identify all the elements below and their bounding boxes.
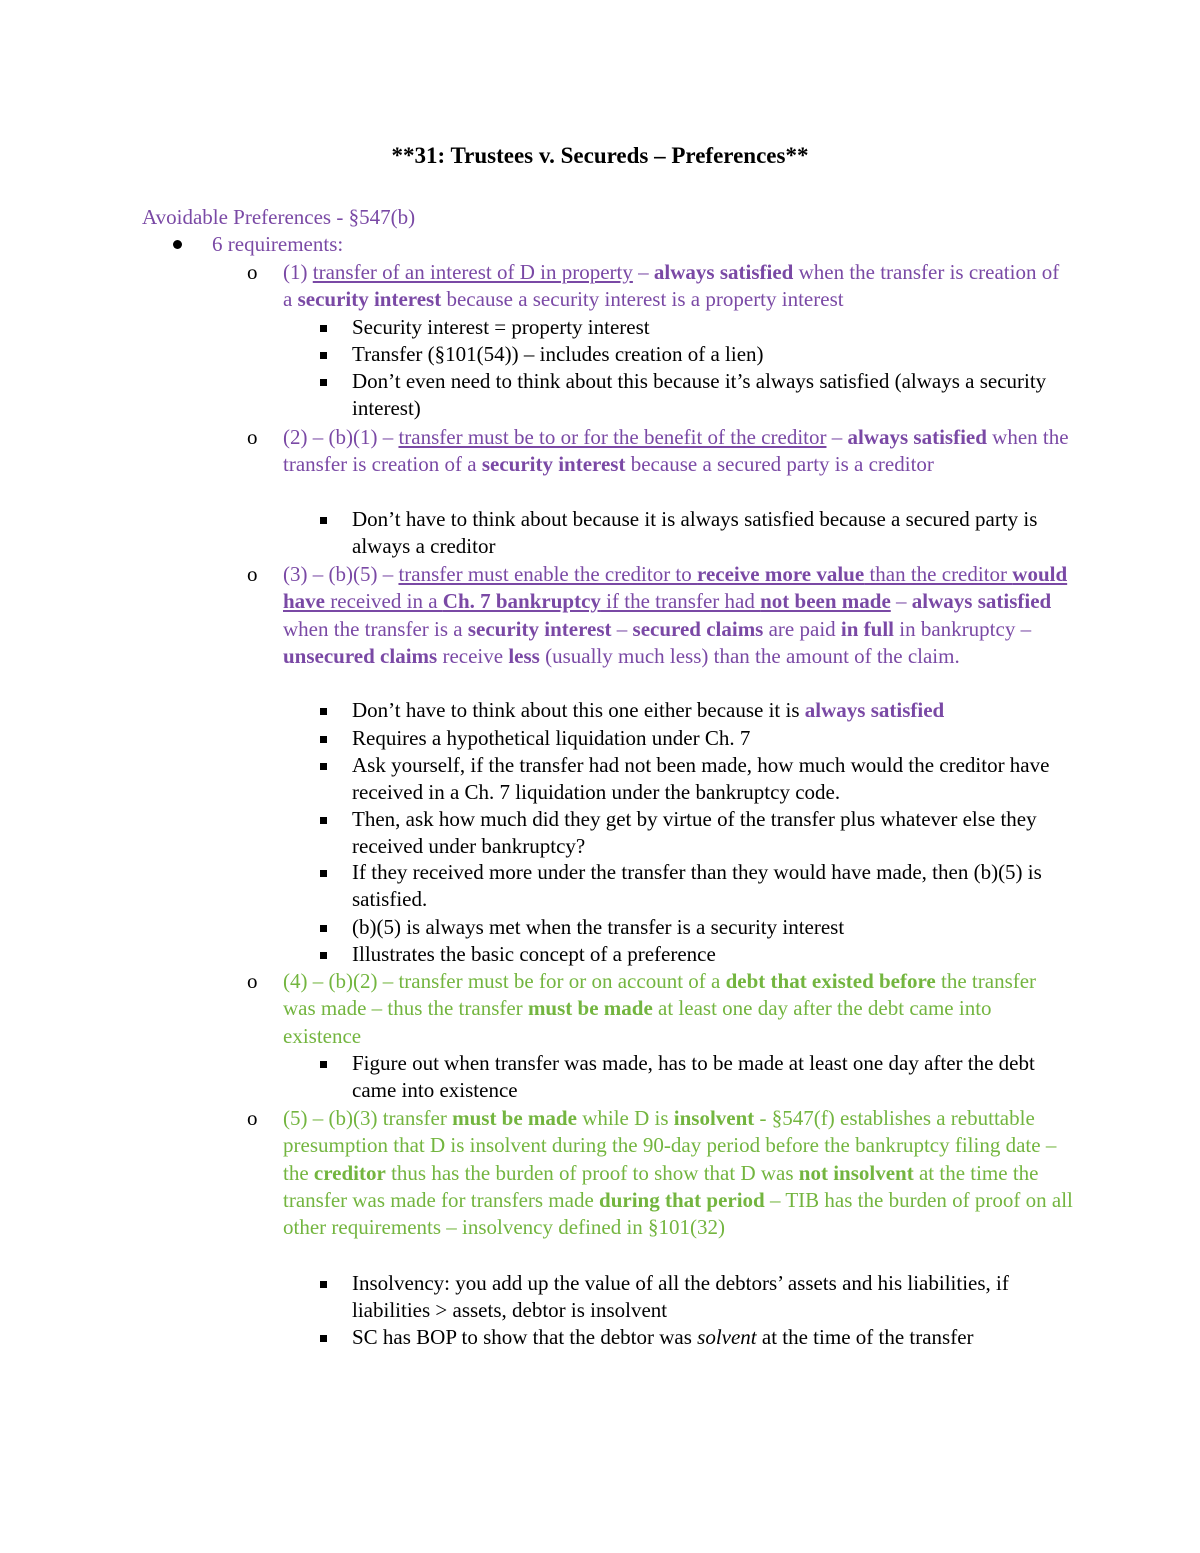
square-bullet-icon — [320, 925, 327, 932]
square-bullet-icon — [320, 1335, 327, 1342]
requirement-1-sub-1: Security interest = property interest — [352, 315, 650, 339]
square-bullet-icon — [320, 736, 327, 743]
circle-bullet-icon: o — [247, 260, 258, 284]
circle-bullet-icon: o — [247, 969, 258, 993]
circle-bullet-icon: o — [247, 562, 258, 586]
circle-bullet-icon: o — [247, 1106, 258, 1130]
requirement-3-sub-1: Don’t have to think about this one either because it is always satisfied — [352, 698, 945, 722]
requirements-label: 6 requirements: — [212, 232, 344, 256]
square-bullet-icon — [320, 708, 327, 715]
requirement-5: (5) – (b)(3) transfer must be made while D is insolvent - §547(f) establishes a rebuttable presumption that D is insolvent during the 90-day period before the bankruptcy filing date – the creditor thus has the burden of proof to show that D was not insolvent at the time the transfer was made for transfers made during that period – TIB has the burden of proof on all other requirements – insolvency defined in §101(32) — [283, 1106, 1073, 1240]
square-bullet-icon — [320, 763, 327, 770]
square-bullet-icon — [320, 870, 327, 877]
square-bullet-icon — [320, 1061, 327, 1068]
page-title: **31: Trustees v. Secureds – Preferences** — [391, 143, 809, 168]
requirement-3-sub-6: (b)(5) is always met when the transfer is a security interest — [352, 915, 845, 939]
requirement-3-sub-4: Then, ask how much did they get by virtue of the transfer plus whatever else they received under bankruptcy? — [352, 807, 1037, 859]
square-bullet-icon — [320, 1281, 327, 1288]
requirement-2-sub-1: Don’t have to think about because it is always satisfied because a secured party is always a creditor — [352, 507, 1038, 559]
square-bullet-icon — [320, 325, 327, 332]
requirement-3: (3) – (b)(5) – transfer must enable the creditor to receive more value than the creditor would have received in a Ch. 7 bankruptcy if the transfer had not been made – always satisfied when the transfer is a security interest – secured claims are paid in full in bankruptcy – unsecured claims receive less (usually much less) than the amount of the claim. — [283, 562, 1068, 668]
requirement-3-sub-5: If they received more under the transfer than they would have made, then (b)(5) is satisfied. — [352, 860, 1042, 912]
square-bullet-icon — [320, 952, 327, 959]
bullet-dot-icon — [173, 240, 182, 249]
requirement-5-sub-2: SC has BOP to show that the debtor was solvent at the time of the transfer — [352, 1325, 974, 1349]
square-bullet-icon — [320, 379, 327, 386]
requirement-3-sub-2: Requires a hypothetical liquidation under Ch. 7 — [352, 726, 751, 750]
requirement-3-sub-7: Illustrates the basic concept of a preference — [352, 942, 716, 966]
square-bullet-icon — [320, 817, 327, 824]
circle-bullet-icon: o — [247, 425, 258, 449]
requirement-4-sub-1: Figure out when transfer was made, has to be made at least one day after the debt came into existence — [352, 1051, 1035, 1103]
section-heading: Avoidable Preferences - §547(b) — [142, 205, 416, 229]
requirement-1: (1) transfer of an interest of D in property – always satisfied when the transfer is creation of a security interest because a security interest is a property interest — [283, 260, 1060, 312]
square-bullet-icon — [320, 517, 327, 524]
requirement-1-sub-2: Transfer (§101(54)) – includes creation of a lien) — [352, 342, 764, 366]
square-bullet-icon — [320, 352, 327, 359]
requirement-5-sub-1: Insolvency: you add up the value of all the debtors’ assets and his liabilities, if liabilities > assets, debtor is insolvent — [352, 1271, 1009, 1323]
requirement-3-sub-3: Ask yourself, if the transfer had not been made, how much would the creditor have received in a Ch. 7 liquidation under the bankruptcy code. — [352, 753, 1050, 805]
requirement-4: (4) – (b)(2) – transfer must be for or on account of a debt that existed before the transfer was made – thus the transfer must be made at least one day after the debt came into existence — [283, 969, 1037, 1048]
requirement-1-sub-3: Don’t even need to think about this because it’s always satisfied (always a security interest) — [352, 369, 1047, 421]
requirement-2: (2) – (b)(1) – transfer must be to or for the benefit of the creditor – always satisfied when the transfer is creation of a security interest because a secured party is a creditor — [283, 425, 1069, 477]
